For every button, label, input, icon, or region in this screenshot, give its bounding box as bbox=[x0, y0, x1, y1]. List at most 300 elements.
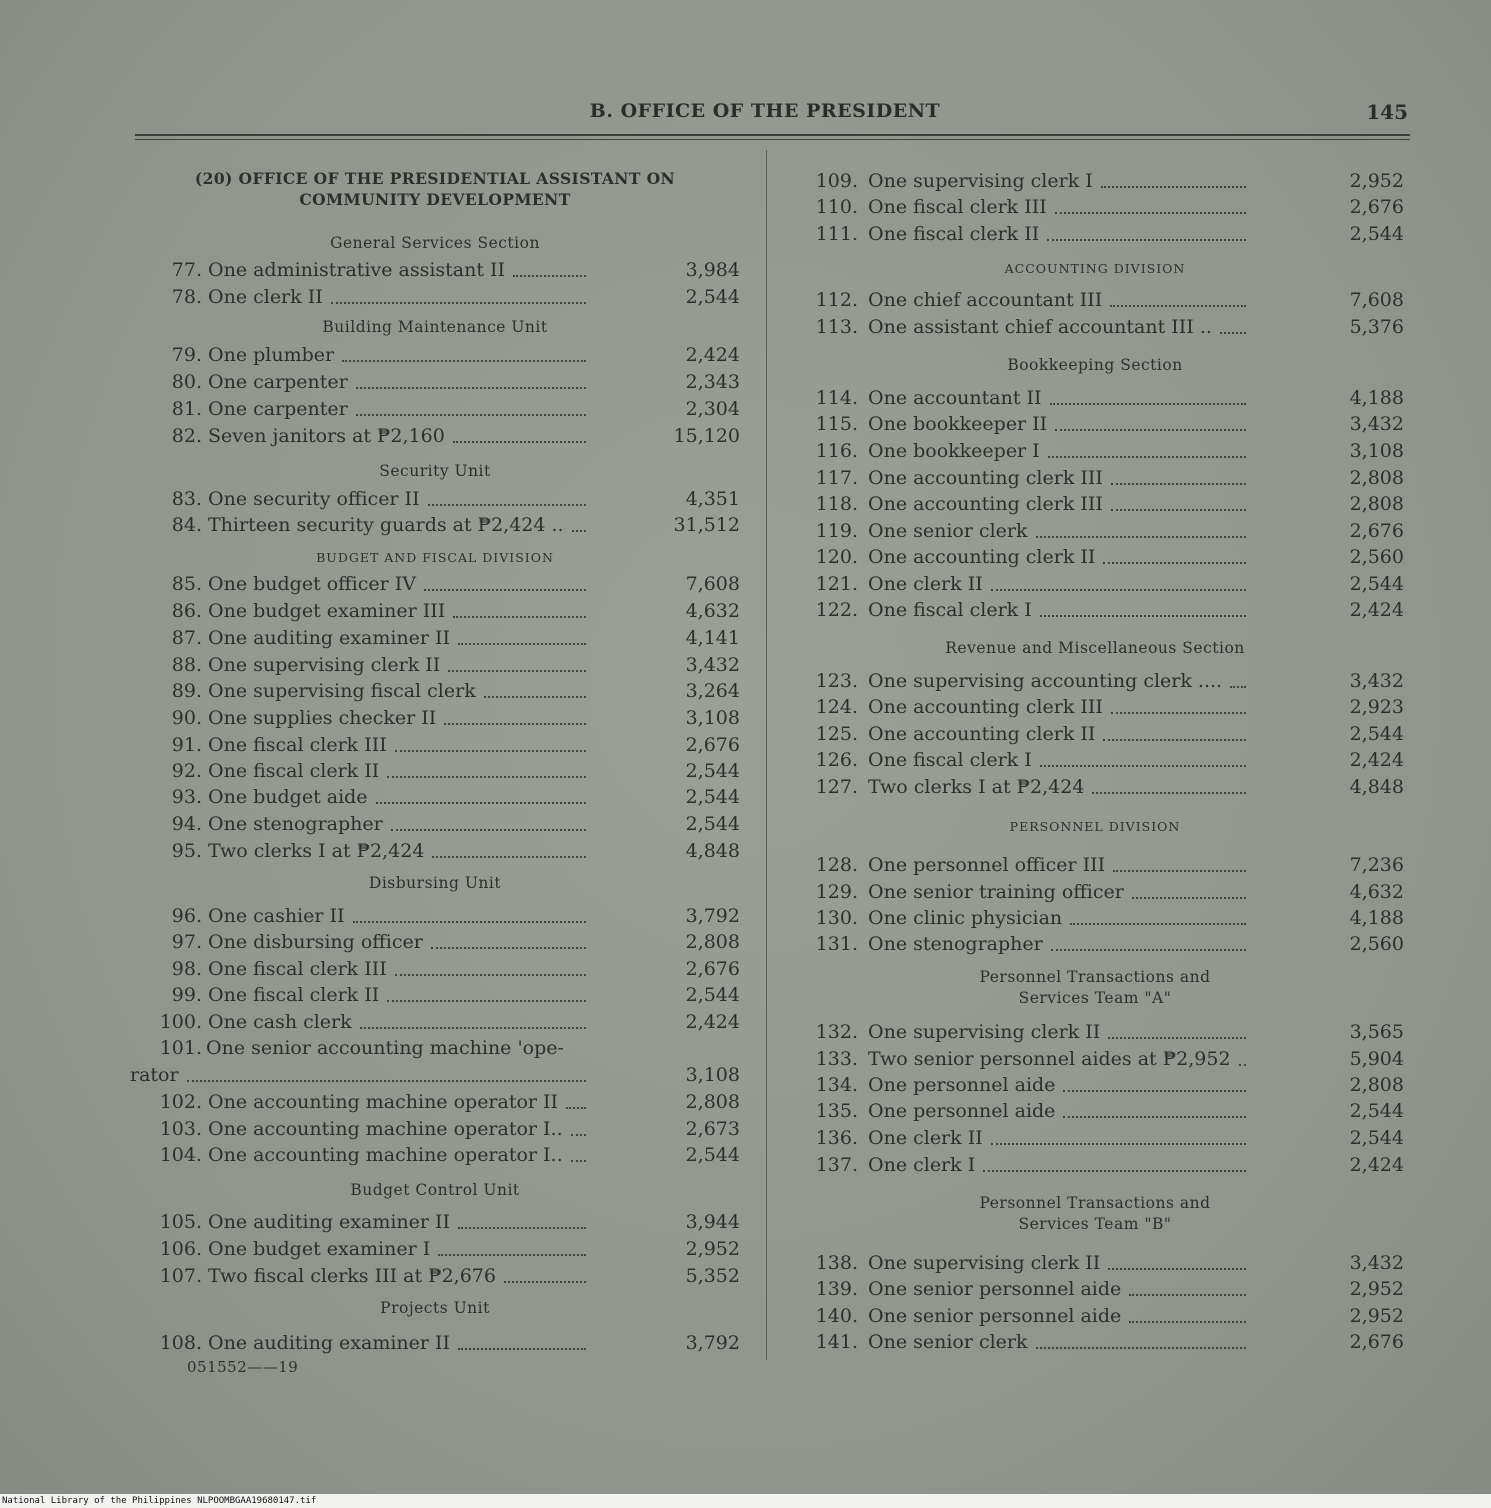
leader-dots bbox=[1101, 184, 1246, 188]
table-row bbox=[110, 342, 750, 368]
page-number: 145 bbox=[1366, 100, 1408, 124]
table-row bbox=[110, 929, 750, 955]
item-amount: 2,676 bbox=[1349, 1331, 1404, 1353]
item-amount: 3,264 bbox=[685, 680, 740, 702]
leader-dots bbox=[1063, 1088, 1246, 1092]
item-number: 92. bbox=[171, 760, 202, 782]
table-row bbox=[110, 652, 750, 678]
table-row bbox=[800, 385, 1410, 411]
leader-dots bbox=[1050, 401, 1246, 405]
section-heading: Services Team "B" bbox=[1018, 1215, 1172, 1233]
item-amount: 31,512 bbox=[673, 514, 740, 536]
item-amount: 2,424 bbox=[1349, 749, 1404, 771]
item-description: One carpenter bbox=[208, 396, 588, 422]
item-description: One fiscal clerk II bbox=[208, 982, 588, 1008]
leader-dots bbox=[458, 1225, 586, 1229]
item-number: 96. bbox=[171, 905, 202, 927]
item-description: One clerk II bbox=[208, 284, 588, 310]
item-amount: 4,188 bbox=[1349, 907, 1404, 929]
item-description: One accounting clerk III bbox=[868, 694, 1248, 720]
item-number: 121. bbox=[815, 573, 858, 595]
table-row bbox=[800, 518, 1410, 544]
item-description: Two fiscal clerks III at ₱2,676 bbox=[208, 1263, 588, 1289]
item-number: 100. bbox=[159, 1011, 202, 1033]
leader-dots bbox=[566, 1105, 586, 1109]
table-row bbox=[110, 732, 750, 758]
table-row bbox=[110, 1009, 750, 1035]
table-row bbox=[800, 1152, 1410, 1178]
table-row bbox=[800, 774, 1410, 800]
item-amount: 3,565 bbox=[1349, 1021, 1404, 1043]
table-row bbox=[800, 747, 1410, 773]
item-amount: 2,808 bbox=[1349, 467, 1404, 489]
item-number: 134. bbox=[815, 1074, 858, 1096]
item-description: One senior personnel aide bbox=[868, 1303, 1248, 1329]
item-description: One clerk II bbox=[868, 1125, 1248, 1151]
table-row bbox=[110, 838, 750, 864]
table-row bbox=[110, 257, 750, 283]
leader-dots bbox=[1220, 330, 1246, 334]
item-description: One accounting machine operator I.. bbox=[208, 1142, 588, 1168]
page-header-title: B. OFFICE OF THE PRESIDENT bbox=[589, 100, 941, 122]
item-description: One bookkeeper I bbox=[868, 438, 1248, 464]
item-amount: 2,676 bbox=[685, 958, 740, 980]
table-row bbox=[800, 221, 1410, 247]
section-heading: ACCOUNTING DIVISION bbox=[1004, 261, 1186, 276]
leader-dots bbox=[1070, 921, 1246, 925]
item-number: 101. bbox=[159, 1037, 202, 1059]
table-row bbox=[800, 287, 1410, 313]
item-amount: 2,952 bbox=[1349, 1305, 1404, 1327]
leader-dots bbox=[1111, 710, 1246, 714]
item-description: One budget examiner III bbox=[208, 598, 588, 624]
leader-dots bbox=[431, 945, 586, 949]
item-description: One carpenter bbox=[208, 369, 588, 395]
leader-dots bbox=[444, 721, 586, 725]
item-description: One accounting machine operator I.. bbox=[208, 1116, 588, 1142]
item-description: One clinic physician bbox=[868, 905, 1248, 931]
item-amount: 2,923 bbox=[1349, 696, 1404, 718]
item-description: One accounting clerk II bbox=[868, 721, 1248, 747]
leader-dots bbox=[1108, 1266, 1246, 1270]
table-row bbox=[110, 1263, 750, 1289]
table-row bbox=[110, 423, 750, 449]
archive-footer bbox=[0, 1494, 1491, 1508]
leader-dots bbox=[432, 854, 586, 858]
section-heading: Disbursing Unit bbox=[368, 874, 502, 892]
table-row bbox=[110, 486, 750, 512]
leader-dots bbox=[353, 919, 586, 923]
item-amount: 2,544 bbox=[1349, 723, 1404, 745]
item-description: One stenographer bbox=[208, 811, 588, 837]
item-amount: 2,544 bbox=[685, 1144, 740, 1166]
item-description: One supervising clerk II bbox=[868, 1250, 1248, 1276]
leader-dots bbox=[1092, 790, 1246, 794]
leader-dots bbox=[360, 1025, 586, 1029]
item-number: 86. bbox=[171, 600, 202, 622]
table-row bbox=[800, 1098, 1410, 1124]
section-heading: Security Unit bbox=[379, 462, 491, 480]
leader-dots bbox=[1132, 895, 1246, 899]
item-description: One supervising fiscal clerk bbox=[208, 678, 588, 704]
table-row bbox=[110, 598, 750, 624]
item-description: One administrative assistant II bbox=[208, 257, 588, 283]
item-amount: 3,432 bbox=[685, 654, 740, 676]
item-number: 114. bbox=[815, 387, 858, 409]
table-row bbox=[110, 678, 750, 704]
item-amount: 4,351 bbox=[685, 488, 740, 510]
header-rule-thin bbox=[135, 139, 1410, 140]
item-description: One bookkeeper II bbox=[868, 411, 1248, 437]
item-number: 109. bbox=[815, 170, 858, 192]
item-amount: 2,676 bbox=[1349, 196, 1404, 218]
item-number: 138. bbox=[815, 1252, 858, 1274]
table-row bbox=[800, 411, 1410, 437]
item-amount: 2,808 bbox=[685, 1091, 740, 1113]
leader-dots bbox=[1129, 1319, 1246, 1323]
item-amount: 3,432 bbox=[1349, 1252, 1404, 1274]
item-number: 127. bbox=[815, 776, 858, 798]
leader-dots bbox=[1048, 454, 1246, 458]
table-row bbox=[800, 194, 1410, 220]
table-row bbox=[110, 369, 750, 395]
item-description: One plumber bbox=[208, 342, 588, 368]
item-amount: 2,808 bbox=[1349, 1074, 1404, 1096]
item-number: 85. bbox=[171, 573, 202, 595]
table-row bbox=[110, 705, 750, 731]
leader-dots bbox=[571, 1158, 586, 1162]
item-amount: 3,108 bbox=[1349, 440, 1404, 462]
item-number: 108. bbox=[159, 1332, 202, 1354]
item-description: One accounting clerk III bbox=[868, 465, 1248, 491]
leader-dots bbox=[424, 587, 586, 591]
item-number: 90. bbox=[171, 707, 202, 729]
item-description: One supervising clerk II bbox=[868, 1019, 1248, 1045]
item-number: 132. bbox=[815, 1021, 858, 1043]
item-amount: 4,848 bbox=[1349, 776, 1404, 798]
table-row bbox=[800, 1072, 1410, 1098]
table-row bbox=[800, 597, 1410, 623]
item-description: One auditing examiner II bbox=[208, 1209, 588, 1235]
item-description: One assistant chief accountant III .. bbox=[868, 314, 1248, 340]
item-number: 94. bbox=[171, 813, 202, 835]
office-title bbox=[165, 168, 705, 210]
item-amount: 3,108 bbox=[685, 1064, 740, 1086]
item-description: One senior clerk bbox=[868, 518, 1248, 544]
item-description: One fiscal clerk I bbox=[868, 747, 1248, 773]
item-number: 130. bbox=[815, 907, 858, 929]
item-number: 84. bbox=[171, 514, 202, 536]
table-row bbox=[110, 811, 750, 837]
table-row bbox=[800, 1250, 1410, 1276]
table-row bbox=[800, 1125, 1410, 1151]
item-description: Two clerks I at ₱2,424 bbox=[868, 774, 1248, 800]
header-rule bbox=[135, 134, 1410, 136]
leader-dots bbox=[458, 1346, 586, 1350]
leader-dots bbox=[1129, 1292, 1246, 1296]
table-row bbox=[110, 1236, 750, 1262]
item-description: One personnel aide bbox=[868, 1072, 1248, 1098]
item-amount: 2,424 bbox=[685, 344, 740, 366]
table-row bbox=[800, 1276, 1410, 1302]
leader-dots bbox=[1040, 613, 1246, 617]
item-amount: 3,432 bbox=[1349, 413, 1404, 435]
table-row bbox=[800, 931, 1410, 957]
section-heading: Services Team "A" bbox=[1018, 989, 1172, 1007]
item-amount: 2,676 bbox=[685, 734, 740, 756]
leader-dots bbox=[504, 1279, 586, 1283]
item-amount: 7,608 bbox=[1349, 289, 1404, 311]
leader-dots bbox=[513, 273, 586, 277]
item-description: One fiscal clerk III bbox=[868, 194, 1248, 220]
section-heading: Projects Unit bbox=[380, 1299, 490, 1317]
item-number: 125. bbox=[815, 723, 858, 745]
leader-dots bbox=[438, 1252, 586, 1256]
leader-dots bbox=[1230, 684, 1246, 688]
leader-dots bbox=[1108, 1035, 1246, 1039]
section-heading: Personnel Transactions and bbox=[979, 1194, 1211, 1212]
leader-dots bbox=[1111, 507, 1246, 511]
table-row bbox=[800, 465, 1410, 491]
item-description: One stenographer bbox=[868, 931, 1248, 957]
item-description: One fiscal clerk II bbox=[208, 758, 588, 784]
item-number: 128. bbox=[815, 854, 858, 876]
item-number: 126. bbox=[815, 749, 858, 771]
table-row bbox=[110, 396, 750, 422]
item-number: 81. bbox=[171, 398, 202, 420]
item-number: 133. bbox=[815, 1048, 858, 1070]
leader-dots bbox=[391, 827, 586, 831]
leader-dots bbox=[571, 1132, 586, 1136]
table-row bbox=[800, 1046, 1410, 1072]
item-description: One supervising accounting clerk .... bbox=[868, 668, 1248, 694]
item-amount: 5,904 bbox=[1349, 1048, 1404, 1070]
item-description: One supplies checker II bbox=[208, 705, 588, 731]
item-amount: 2,424 bbox=[1349, 1154, 1404, 1176]
leader-dots bbox=[1051, 947, 1246, 951]
item-number: 99. bbox=[171, 984, 202, 1006]
item-description: One clerk I bbox=[868, 1152, 1248, 1178]
item-number: 105. bbox=[159, 1211, 202, 1233]
table-row bbox=[800, 852, 1410, 878]
item-amount: 7,236 bbox=[1349, 854, 1404, 876]
item-number: 124. bbox=[815, 696, 858, 718]
item-description: One fiscal clerk II bbox=[868, 221, 1248, 247]
table-row bbox=[110, 903, 750, 929]
leader-dots bbox=[1036, 1345, 1246, 1349]
item-number: 97. bbox=[171, 931, 202, 953]
item-description: One senior training officer bbox=[868, 879, 1248, 905]
item-description: One budget officer IV bbox=[208, 571, 588, 597]
item-amount: 5,352 bbox=[685, 1265, 740, 1287]
item-amount: 2,673 bbox=[685, 1118, 740, 1140]
item-description: One budget examiner I bbox=[208, 1236, 588, 1262]
item-number: 88. bbox=[171, 654, 202, 676]
item-amount: 2,808 bbox=[1349, 493, 1404, 515]
table-row bbox=[110, 956, 750, 982]
leader-dots bbox=[448, 668, 586, 672]
item-number: 119. bbox=[815, 520, 858, 542]
leader-dots bbox=[428, 502, 586, 506]
item-description: One accounting clerk III bbox=[868, 491, 1248, 517]
item-description: One accounting machine operator II bbox=[208, 1089, 588, 1115]
item-description: One cash clerk bbox=[208, 1009, 588, 1035]
item-number: 137. bbox=[815, 1154, 858, 1176]
item-number: 135. bbox=[815, 1100, 858, 1122]
item-number: 102. bbox=[159, 1091, 202, 1113]
item-description: One cashier II bbox=[208, 903, 588, 929]
item-amount: 2,560 bbox=[1349, 546, 1404, 568]
item-amount: 4,848 bbox=[685, 840, 740, 862]
leader-dots bbox=[484, 694, 586, 698]
item-amount: 2,676 bbox=[1349, 520, 1404, 542]
section-heading: Building Maintenance Unit bbox=[322, 318, 548, 336]
item-amount: 4,188 bbox=[1349, 387, 1404, 409]
item-number: 89. bbox=[171, 680, 202, 702]
item-number: 139. bbox=[815, 1278, 858, 1300]
leader-dots bbox=[1103, 737, 1246, 741]
table-row-continued bbox=[110, 1062, 750, 1088]
leader-dots bbox=[395, 748, 586, 752]
item-description: One supervising clerk II bbox=[208, 652, 588, 678]
office-title-line2: COMMUNITY DEVELOPMENT bbox=[299, 190, 571, 209]
table-row bbox=[800, 571, 1410, 597]
item-description: One supervising clerk I bbox=[868, 168, 1248, 194]
item-number: 87. bbox=[171, 627, 202, 649]
table-row bbox=[110, 1116, 750, 1142]
table-row bbox=[800, 544, 1410, 570]
item-number: 104. bbox=[159, 1144, 202, 1166]
item-amount: 2,304 bbox=[685, 398, 740, 420]
item-number: 80. bbox=[171, 371, 202, 393]
leader-dots bbox=[983, 1168, 1246, 1172]
leader-dots bbox=[1055, 210, 1246, 214]
item-number: 111. bbox=[815, 223, 858, 245]
item-number: 110. bbox=[815, 196, 858, 218]
section-heading: Revenue and Miscellaneous Section bbox=[945, 639, 1245, 657]
item-amount: 15,120 bbox=[673, 425, 740, 447]
item-amount: 2,952 bbox=[685, 1238, 740, 1260]
leader-dots bbox=[458, 641, 586, 645]
item-amount: 2,544 bbox=[685, 984, 740, 1006]
table-row bbox=[800, 168, 1410, 194]
item-amount: 2,560 bbox=[1349, 933, 1404, 955]
leader-dots bbox=[1111, 481, 1246, 485]
leader-dots bbox=[356, 385, 586, 389]
item-number: 140. bbox=[815, 1305, 858, 1327]
leader-dots bbox=[387, 998, 586, 1002]
item-amount: 5,376 bbox=[1349, 316, 1404, 338]
leader-dots bbox=[1047, 237, 1246, 241]
table-row bbox=[800, 721, 1410, 747]
item-number: 112. bbox=[815, 289, 858, 311]
item-amount: 4,632 bbox=[685, 600, 740, 622]
item-number: 93. bbox=[171, 786, 202, 808]
item-number: 118. bbox=[815, 493, 858, 515]
item-amount: 2,544 bbox=[685, 786, 740, 808]
leader-dots bbox=[331, 300, 586, 304]
item-amount: 2,544 bbox=[685, 813, 740, 835]
item-description: One fiscal clerk I bbox=[868, 597, 1248, 623]
item-description: Thirteen security guards at ₱2,424 .. bbox=[208, 512, 588, 538]
leader-dots bbox=[376, 800, 586, 804]
item-number: 106. bbox=[159, 1238, 202, 1260]
item-number: 129. bbox=[815, 881, 858, 903]
item-number: 136. bbox=[815, 1127, 858, 1149]
section-heading: Personnel Transactions and bbox=[979, 968, 1211, 986]
item-number: 141. bbox=[815, 1331, 858, 1353]
section-heading: Budget Control Unit bbox=[350, 1181, 520, 1199]
item-number: 122. bbox=[815, 599, 858, 621]
item-description: Two clerks I at ₱2,424 bbox=[208, 838, 588, 864]
leader-dots bbox=[991, 1141, 1246, 1145]
item-amount: 2,544 bbox=[1349, 573, 1404, 595]
table-row bbox=[110, 784, 750, 810]
section-heading: Bookkeeping Section bbox=[1007, 356, 1183, 374]
item-description: One senior clerk bbox=[868, 1329, 1248, 1355]
item-description: One budget aide bbox=[208, 784, 588, 810]
item-description: One accounting clerk II bbox=[868, 544, 1248, 570]
print-code: 051552——19 bbox=[187, 1358, 299, 1376]
table-row bbox=[110, 982, 750, 1008]
leader-dots bbox=[1239, 1062, 1246, 1066]
table-row bbox=[110, 571, 750, 597]
item-description: One clerk II bbox=[868, 571, 1248, 597]
leader-dots bbox=[1113, 868, 1246, 872]
item-amount: 2,424 bbox=[1349, 599, 1404, 621]
item-number: 116. bbox=[815, 440, 858, 462]
section-heading: General Services Section bbox=[330, 234, 540, 252]
item-description-continued: rator bbox=[130, 1062, 588, 1088]
item-number: 91. bbox=[171, 734, 202, 756]
table-row bbox=[800, 668, 1410, 694]
item-description: One fiscal clerk III bbox=[208, 956, 588, 982]
section-heading: PERSONNEL DIVISION bbox=[1009, 819, 1181, 834]
leader-dots bbox=[1103, 560, 1246, 564]
item-description: Two senior personnel aides at ₱2,952 bbox=[868, 1046, 1248, 1072]
leader-dots bbox=[187, 1078, 586, 1082]
leader-dots bbox=[395, 972, 586, 976]
item-description: One senior accounting machine 'ope- bbox=[206, 1037, 564, 1059]
leader-dots bbox=[991, 587, 1246, 591]
item-amount: 2,343 bbox=[685, 371, 740, 393]
table-row bbox=[800, 694, 1410, 720]
item-amount: 2,808 bbox=[685, 931, 740, 953]
table-row bbox=[110, 1209, 750, 1235]
leader-dots bbox=[572, 528, 586, 532]
table-row bbox=[110, 1142, 750, 1168]
leader-dots bbox=[453, 614, 586, 618]
item-description: One auditing examiner II bbox=[208, 625, 588, 651]
item-amount: 3,944 bbox=[685, 1211, 740, 1233]
item-amount: 2,544 bbox=[685, 760, 740, 782]
leader-dots bbox=[1036, 534, 1246, 538]
table-row bbox=[800, 1329, 1410, 1355]
item-number: 79. bbox=[171, 344, 202, 366]
item-number: 82. bbox=[171, 425, 202, 447]
item-amount: 3,792 bbox=[685, 905, 740, 927]
item-description: One chief accountant III bbox=[868, 287, 1248, 313]
item-number: 95. bbox=[171, 840, 202, 862]
item-number: 77. bbox=[171, 259, 202, 281]
item-description: One accountant II bbox=[868, 385, 1248, 411]
table-row bbox=[110, 1330, 750, 1356]
item-amount: 2,424 bbox=[685, 1011, 740, 1033]
item-description: One personnel officer III bbox=[868, 852, 1248, 878]
column-divider bbox=[766, 150, 767, 1360]
item-number: 98. bbox=[171, 958, 202, 980]
table-row bbox=[800, 1303, 1410, 1329]
